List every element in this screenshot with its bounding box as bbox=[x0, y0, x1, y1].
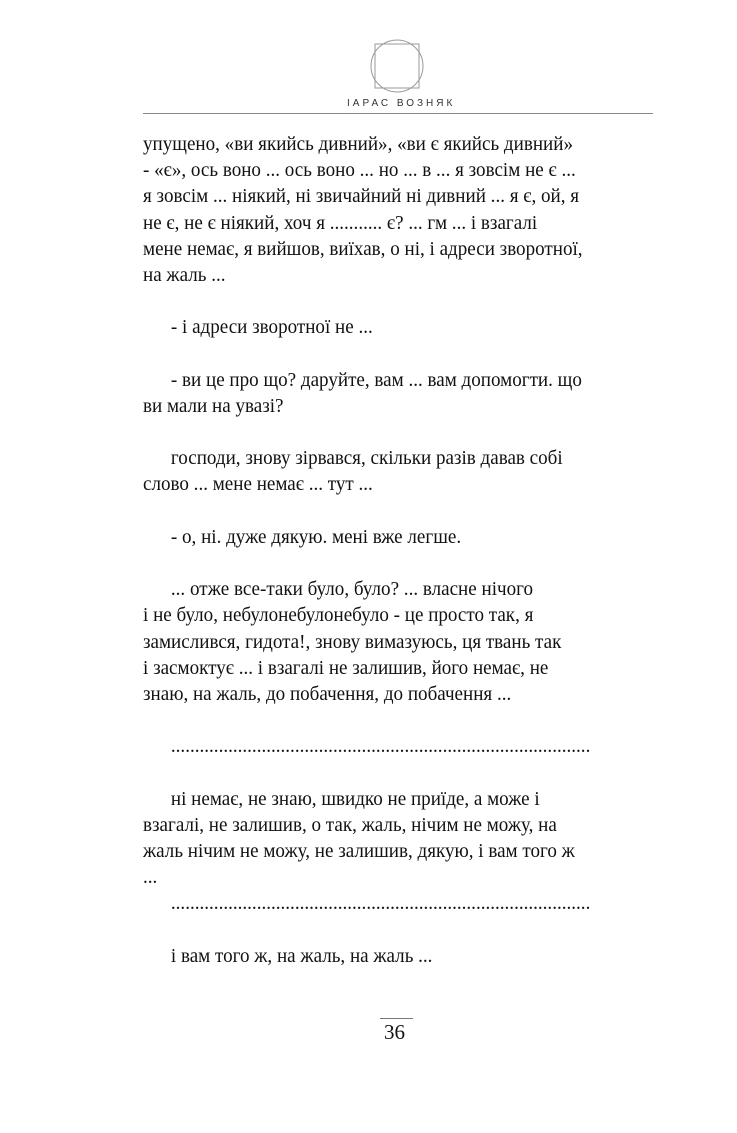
text-line: і не було, небулонебулонебуло - це просто так, я bbox=[143, 604, 534, 627]
text-line: ... отже все-таки було, було? ... власне нічого bbox=[170, 578, 533, 601]
text-line: на жаль ... bbox=[143, 263, 226, 286]
header-divider bbox=[143, 113, 653, 114]
text-line: - ви це про що? даруйте, вам ... вам допомогти. що bbox=[170, 368, 582, 391]
text-line: - «є», ось воно ... ось воно ... но ... в ... я зовсім не є ... bbox=[143, 159, 576, 182]
text-line: знаю, на жаль, до побачення, до побачення ... bbox=[143, 682, 512, 705]
page-number-text: 36 bbox=[384, 1020, 405, 1044]
text-line: ви мали на увазі? bbox=[143, 394, 284, 417]
text-line: і вам того ж, на жаль, на жаль ... bbox=[170, 944, 433, 967]
dotted-separator: ........................................................................................ bbox=[170, 892, 591, 915]
text-line: слово ... мене немає ... тут ... bbox=[143, 473, 373, 496]
text-line: - о, ні. дуже дякую. мені вже легше. bbox=[170, 525, 462, 548]
text-line: взагалі, не залишив, о так, жаль, нічим не можу, на bbox=[143, 813, 557, 836]
circle-square-logo-icon bbox=[369, 38, 425, 94]
text-line: замислився, гидота!, знову вимазуюсь, ця твань так bbox=[143, 630, 562, 653]
text-line: ні немає, не знаю, швидко не приїде, а може і bbox=[170, 787, 540, 810]
text-line: і засмоктує ... і взагалі не залишив, його немає, не bbox=[143, 656, 549, 679]
text-line: я зовсім ... ніякий, ні звичайний ні дивний ... я є, ой, я bbox=[143, 185, 580, 208]
text-line: упущено, «ви якийсь дивний», «ви є якийсь дивний» bbox=[143, 133, 573, 155]
page-body-text bbox=[143, 131, 617, 969]
text-line: ... bbox=[143, 866, 158, 889]
text-line: жаль нічим не можу, не залишив, дякую, і вам того ж bbox=[143, 840, 575, 863]
text-line: мене немає, я вийшов, виїхав, о ні, і адреси зворотної, bbox=[143, 237, 583, 260]
text-line: господи, знову зірвався, скільки разів давав собі bbox=[170, 447, 563, 470]
page-number bbox=[0, 1018, 737, 1048]
text-line: не є, не є ніякий, хоч я ........... є? ... гм ... і взагалі bbox=[143, 211, 538, 234]
page-number-rule bbox=[380, 1018, 413, 1019]
dotted-separator: ........................................................................................ bbox=[170, 735, 591, 758]
text-line: - і адреси зворотної не ... bbox=[170, 316, 373, 339]
